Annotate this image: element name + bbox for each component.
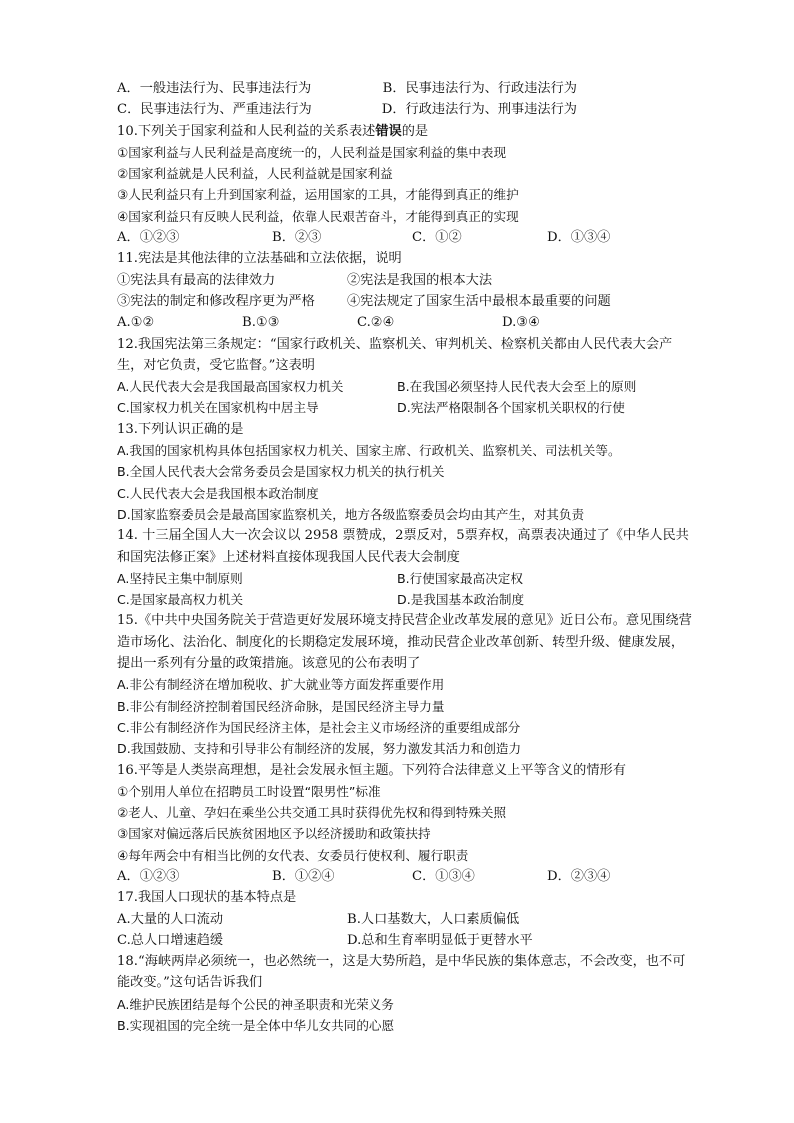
q16-item-1: ①个别用人单位在招聘员工时设置“限男性”标准 — [117, 783, 381, 799]
q17-option-b[interactable]: B.人口基数大，人口素质偏低 — [347, 911, 520, 927]
q13-option-b[interactable]: B.全国人民代表大会常务委员会是国家权力机关的执行机关 — [117, 464, 445, 480]
q12-option-a[interactable]: A.人民代表大会是我国最高国家权力机关 — [117, 379, 344, 395]
q14-option-d[interactable]: D.是我国基本政治制度 — [397, 592, 525, 608]
q10-item-1: ①国家利益与人民利益是高度统一的，人民利益是国家利益的集中表现 — [117, 144, 507, 160]
q10-options — [117, 227, 697, 248]
q11-items-row-1 — [117, 270, 697, 291]
q16-item-4: ④每年两会中有相当比例的女代表、女委员行使权利、履行职责 — [117, 847, 469, 863]
q11-options — [117, 312, 697, 333]
q17-option-a[interactable]: A.大量的人口流动 — [117, 911, 224, 927]
q11-option-d[interactable]: D.③④ — [502, 315, 540, 331]
q17-options-row-1 — [117, 909, 697, 930]
q10-option-c[interactable]: C．①② — [412, 230, 462, 246]
q14-options-row-2 — [117, 589, 697, 610]
q16-stem: 16.平等是人类崇高理想，是社会发展永恒主题。下列符合法律意义上平等含义的情形有 — [117, 762, 626, 778]
q12-options-row-1 — [117, 376, 697, 397]
q10-stem-emphasis: 错误 — [375, 123, 402, 139]
q9-option-a[interactable]: A．一般违法行为、民事违法行为 — [117, 81, 312, 96]
q18-option-b[interactable]: B.实现祖国的完全统一是全体中华儿女共同的心愿 — [117, 1018, 395, 1034]
q13-option-a[interactable]: A.我国的国家机构具体包括国家权力机关、国家主席、行政机关、监察机关、司法机关等。 — [117, 443, 621, 459]
q12-stem: 12.我国宪法第三条规定：“国家行政机关、监察机关、审判机关、检察机关都由人民代表大会产生，对它负责，受它监督。”这表明 — [117, 336, 673, 373]
q18-stem: 18.“海峡两岸必须统一，也必然统一，这是大势所趋，是中华民族的集体意志，不会改变，也不可能改变。”这句话告诉我们 — [117, 954, 686, 991]
q12-option-d[interactable]: D.宪法严格限制各个国家机关职权的行使 — [397, 400, 625, 416]
q9-option-b[interactable]: B．民事违法行为、行政违法行为 — [382, 81, 577, 96]
q16-option-c[interactable]: C．①③④ — [412, 868, 475, 884]
q10-option-a[interactable]: A．①②③ — [117, 230, 180, 246]
q11-option-a[interactable]: A.①② — [117, 315, 155, 331]
q13-stem: 13.下列认识正确的是 — [117, 421, 244, 437]
q14-option-a[interactable]: A.坚持民主集中制原则 — [117, 570, 243, 586]
q16-option-b[interactable]: B．①②④ — [272, 868, 335, 884]
q9-option-c[interactable]: C．民事违法行为、严重违法行为 — [117, 102, 312, 118]
q16-option-a[interactable]: A．①②③ — [117, 868, 180, 884]
q12-options-row-2 — [117, 397, 697, 418]
q17-stem: 17.我国人口现状的基本特点是 — [117, 890, 297, 906]
q11-option-c[interactable]: C.②④ — [357, 315, 395, 331]
q10-item-3: ③人民利益只有上升到国家利益，运用国家的工具，才能得到真正的维护 — [117, 187, 519, 203]
q10-option-d[interactable]: D．①③④ — [547, 230, 611, 246]
q12-option-b[interactable]: B.在我国必须坚持人民代表大会至上的原则 — [397, 379, 637, 395]
q9-options-row-1 — [117, 78, 577, 99]
q11-item-4: ④宪法规定了国家生活中最根本最重要的问题 — [347, 293, 611, 309]
q10-option-b[interactable]: B．②③ — [272, 230, 322, 246]
q16-option-d[interactable]: D．②③④ — [547, 868, 611, 884]
q14-option-c[interactable]: C.是国家最高权力机关 — [117, 592, 244, 608]
q17-option-d[interactable]: D.总和生育率明显低于更替水平 — [347, 932, 533, 948]
q13-option-d[interactable]: D.国家监察委员会是最高国家监察机关，地方各级监察委员会均由其产生，对其负责 — [117, 506, 585, 522]
q15-option-a[interactable]: A.非公有制经济在增加税收、扩大就业等方面发挥重要作用 — [117, 677, 445, 693]
q15-option-d[interactable]: D.我国鼓励、支持和引导非公有制经济的发展，努力激发其活力和创造力 — [117, 741, 522, 757]
q10-stem — [117, 121, 697, 142]
q16-item-3: ③国家对偏远落后民族贫困地区予以经济援助和政策扶持 — [117, 826, 431, 842]
q11-items-row-2 — [117, 291, 697, 312]
q10-stem-tail: 的是 — [401, 123, 429, 139]
q10-item-4: ④国家利益只有反映人民利益，依靠人民艰苦奋斗，才能得到真正的实现 — [117, 208, 519, 224]
q11-item-1: ①宪法具有最高的法律效力 — [117, 272, 276, 288]
q14-stem: 14. 十三届全国人大一次会议以 2958 票赞成，2票反对，5票弃权，高票表决通过了《中华人民共和国宪法修正案》上述材料直接体现我国人民代表大会制度 — [117, 528, 689, 565]
q14-option-b[interactable]: B.行使国家最高决定权 — [397, 570, 523, 586]
q11-item-2: ②宪法是我国的根本大法 — [347, 272, 493, 288]
q9-option-d[interactable]: D．行政违法行为、刑事违法行为 — [381, 102, 577, 118]
q13-option-c[interactable]: C.人民代表大会是我国根本政治制度 — [117, 485, 319, 501]
q10-item-2: ②国家利益就是人民利益，人民利益就是国家利益 — [117, 166, 393, 182]
question-list — [117, 78, 697, 1036]
q15-option-b[interactable]: B.非公有制经济控制着国民经济命脉，是国民经济主导力量 — [117, 698, 445, 714]
q9-options-row-2 — [117, 99, 577, 120]
q16-item-2: ②老人、儿童、孕妇在乘坐公共交通工具时获得优先权和得到特殊关照 — [117, 805, 507, 821]
q15-option-c[interactable]: C.非公有制经济作为国民经济主体，是社会主义市场经济的重要组成部分 — [117, 719, 521, 735]
q10-stem-text: 10.下列关于国家利益和人民利益的关系表述 — [117, 123, 376, 139]
q17-option-c[interactable]: C.总人口增速趋缓 — [117, 932, 224, 948]
q11-stem: 11.宪法是其他法律的立法基础和立法依据，说明 — [117, 251, 402, 267]
q14-options-row-1 — [117, 568, 697, 589]
q12-option-c[interactable]: C.国家权力机关在国家机构中居主导 — [117, 400, 319, 416]
q17-options-row-2 — [117, 930, 697, 951]
q18-option-a[interactable]: A.维护民族团结是每个公民的神圣职责和光荣义务 — [117, 996, 394, 1012]
q11-item-3: ③宪法的制定和修改程序更为严格 — [117, 293, 315, 309]
q15-stem: 15.《中共中央国务院关于营造更好发展环境支持民营企业改革发展的意见》近日公布。意见围绕营造市场化、法治化、制度化的长期稳定发展环境，推动民营企业改革创新、转型升级、健康发展，提出一系列有分量的政策措施。该意见的公布表明了 — [117, 613, 692, 672]
q16-options — [117, 866, 697, 887]
q11-option-b[interactable]: B.①③ — [242, 315, 280, 331]
